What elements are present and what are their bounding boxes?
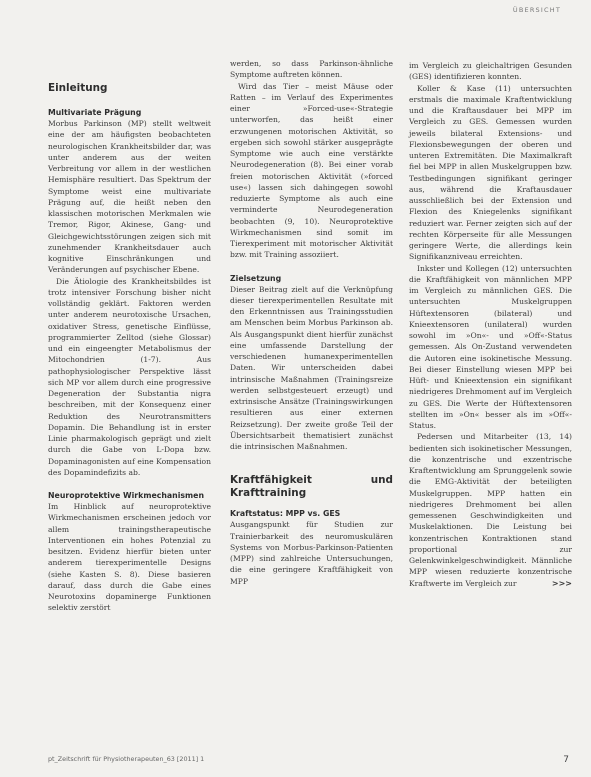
paragraph	[409, 431, 572, 589]
column-1	[48, 82, 211, 614]
continue-marker: >>>	[551, 578, 572, 588]
subheading-neuroprotektive: Neuroprotektive Wirkmechanismen	[48, 491, 205, 500]
paragraph: Inkster und Kollegen (12) untersuchten die Kraftfähigkeit von männlichen MPP im Vergleich zu männlichen GES. Die untersuchten Muskelgruppen Hüftextensoren (bilateral) und Knieextensoren (unilateral) wurden sowohl im »On«- und »Off«-Status gemessen. Als On-Zustand verwendeten die Autoren eine isokinetische Messung. Bei dieser Einstellung wiesen MPP bei Hüft- und Knieextension ein signifikant niedrigeres Drehmoment auf im Vergleich zu GES. Die Werte der Hüftextensoren stellten im »On« besser als im »Off«-Status.	[409, 263, 572, 430]
paragraph: Morbus Parkinson (MP) stellt weltweit eine der am häufigsten beobachteten neurologischen Krankheitsbilder dar, was unter anderem aus der weiten Verbreitung vor allem in der westlichen Hemisphäre resultiert. Das Spektrum der Symptome weist eine multivariate Prägung auf, die heißt neben den klassischen motorischen Merkmalen wie Tremor, Rigor, Akinese, Gang- und Gleichgewichtsstörungen zeigen sich mit zunehmender Krankheitsdauer auch kognitive Einschränkungen und Veränderungen auf psychischer Ebene.	[48, 119, 211, 275]
page-number: 7	[563, 755, 569, 765]
subheading-zielsetzung: Zielsetzung	[230, 273, 282, 283]
paragraph: Dieser Beitrag zielt auf die Verknüpfung dieser tierexperimentellen Resultate mit den Erkenntnissen aus Trainingsstudien am Menschen beim Morbus Parkinson ab. Als Ausgangspunkt dient hierfür zunächst eine umfassende Darstellung der verschiedenen humanexperimentellen Daten. Wir unterscheiden dabei intrinsische Maßnahmen (Trainingsreize werden selbstgesteuert erzeugt) und extrinsische Ansätze (Trainingswirkungen resultieren aus einer externen Reizsetzung). Der zweite große Teil der Übersichtsarbeit thematisiert zunächst die intrinsischen Maßnahmen.	[230, 284, 393, 451]
footer-citation: pt_Zeitschrift für Physiotherapeuten_63 [2011] 1	[48, 755, 205, 763]
paragraph: Ausgangspunkt für Studien zur Trainierbarkeit des neuromuskulären Systems von Morbus-Parkinson-Patienten (MPP) sind zahlreiche Untersuchungen, die eine geringere Kraftfähigkeit von MPP	[230, 520, 393, 586]
column-2	[230, 58, 393, 587]
paragraph-text: Pedersen und Mitarbeiter (13, 14) bedienten sich isokinetischer Messungen, die konzentrische und exzentrische Kraftentwicklung am Sprunggelenk sowie die EMG-Aktivität der beteiligten Muskelgruppen. MPP hatten ein niedrigeres Drehmoment bei allen gemessenen Geschwindigkeiten und Muskelaktionen. Die Leistung bei konzentrischen Kontraktionen stand proportional zur Gelenkwinkelgeschwindigkeit. Männliche MPP wiesen reduzierte konzentrische Kraftwerte im Vergleich zur	[409, 432, 572, 588]
paragraph: Die Ätiologie des Krankheitsbildes ist trotz intensiver Forschung bisher nicht vollständig geklärt. Faktoren werden unter anderem neurotoxische Ursachen, oxidativer Stress, genetische Einflüsse, programmierter Zelltod (siehe Glossar) und ein eingeengter Metabolismus der Mitochondrien (1-7). Aus pathophysiologischer Perspektive lässt sich MP vor allem durch eine progressive Degeneration der Substantia nigra beschreiben, mit der Konsequenz einer Reduktion des Neurotransmitters Dopamin. Die Behandlung ist in erster Linie pharmakologisch geprägt und zielt durch die Gabe von L-Dopa bzw. Dopaminagonisten auf eine Kompensation des Dopamindefizits ab.	[48, 276, 211, 477]
paragraph: im Vergleich zu gleichaltrigen Gesunden (GES) identifizieren konnten.	[409, 61, 572, 82]
subheading-kraftstatus: Kraftstatus: MPP vs. GES	[230, 509, 341, 519]
section-title-einleitung: Einleitung	[48, 82, 108, 94]
column-3	[409, 60, 572, 589]
paragraph: Koller & Kase (11) untersuchten erstmals die maximale Kraftentwicklung und die Kraftausdauer bei MPP im Vergleich zu GES. Gemessen wurden jeweils bilateral Extensions- und Flexionsbewegungen der oberen und unteren Extremitäten. Die Maximalkraft fiel bei MPP in allen Muskelgruppen bzw. Testbedingungen signifikant geringer aus, während die Kraftausdauer ausschließlich bei der Extension und Flexion des Kniegelenks signifikant reduziert war. Ferner zeigten sich auf der rechten Körperseite für alle Messungen geringere Werte, die allerdings kein Signifikanzniveau erreichten.	[409, 83, 572, 262]
paragraph: Im Hinblick auf neuroprotektive Wirkmechanismen erscheinen jedoch vor allem trainingstherapeutische Interventionen ein hohes Potenzial zu besitzen. Evidenz hierfür bieten unter anderem tierexperimentelle Designs (siehe Kasten S. 8). Diese basieren darauf, dass durch die Gabe eines Neurotoxins dopaminerge Funktionen selektiv zerstört	[48, 502, 211, 613]
section-title-kraft: Kraftfähigkeit und Krafttraining	[230, 474, 393, 500]
paragraph: werden, so dass Parkinson-ähnliche Symptome auftreten können.	[230, 59, 393, 80]
paragraph: Wird das Tier – meist Mäuse oder Ratten – im Verlauf des Experimentes einer »Forced-use«-Strategie unterworfen, das heißt einer erzwungenen motorischen Aktivität, so ergeben sich sowohl stärker ausgeprägte Symptome wie auch eine verstärkte Neurodegeneration (8). Bei einer vorab freien motorischen Aktivität (»forced use«) lassen sich dahingegen sowohl reduzierte Symptome als auch eine verminderte Neurodegeneration beobachten (9, 10). Neuroprotektive Wirkmechanismen sind somit im Tierexperiment mit motorischer Aktivität bzw. mit Training assoziiert.	[230, 81, 393, 260]
subheading-multivariate: Multivariate Prägung	[48, 108, 142, 117]
running-head: ÜBERSICHT	[512, 6, 561, 14]
